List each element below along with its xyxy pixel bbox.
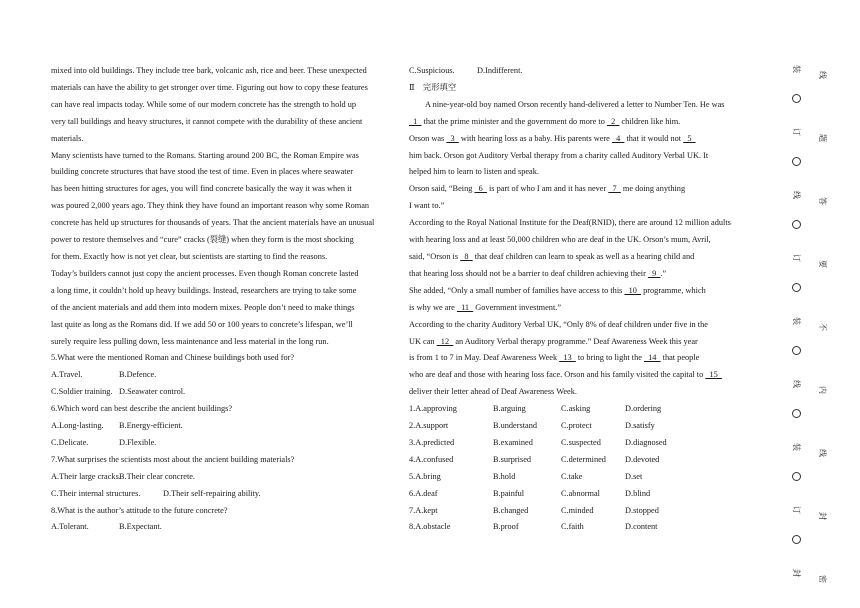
choice-row <box>409 469 753 486</box>
cloze-line <box>409 232 753 249</box>
cloze-text: is part of who I am and it has never <box>486 184 609 194</box>
cloze-line <box>409 283 753 300</box>
cloze-blank: 13 <box>559 353 576 363</box>
choice-option: D.content <box>625 522 658 532</box>
left-column <box>51 63 393 536</box>
cloze-blank: 2 <box>606 116 620 126</box>
cloze-line <box>409 317 753 334</box>
choice-option: B.proof <box>493 522 519 532</box>
cloze-line <box>409 148 753 165</box>
passage-line: last quite as long as the Romans did. If we add 50 or 100 years to concrete’s lifespan, we’ll <box>51 319 353 329</box>
question-stem: 5.What were the mentioned Roman and Chinese buildings both used for? <box>51 353 295 363</box>
cloze-blank: 6 <box>474 184 487 194</box>
choice-option: C.determined <box>561 454 606 464</box>
choice-option: D.devoted <box>625 454 660 464</box>
cloze-text: According to the Royal National Institute for the Deaf(RNID), there are around 12 million adults <box>409 218 731 228</box>
passage-line: mixed into old buildings. They include tree bark, volcanic ash, rice and beer. These unexpected <box>51 66 367 75</box>
choice-option: B.surprised <box>493 454 532 464</box>
cloze-line <box>409 384 753 401</box>
passage-line: surely require less pulling down, less maintenance and less material in the long run. <box>51 336 329 346</box>
option-row <box>51 367 393 384</box>
cloze-text: me doing anything <box>620 184 686 194</box>
margin-char: 装 <box>792 317 801 325</box>
binding-margin <box>776 0 860 608</box>
cloze-line <box>409 181 753 198</box>
option-row <box>51 519 393 536</box>
cloze-text: who are deaf and those with hearing loss face. Orson and his family visited the capital to <box>409 370 706 380</box>
cloze-text: that it would not <box>624 133 684 143</box>
margin-char-outer: 答 <box>818 197 827 205</box>
cloze-text: is from 1 to 7 in May. Deaf Awareness Week <box>409 353 560 363</box>
binding-hole-icon <box>792 409 801 418</box>
choice-option: 5.A.bring <box>409 471 441 481</box>
binding-hole-icon <box>792 94 801 103</box>
cloze-blank: 14 <box>644 353 661 363</box>
choice-option: 7.A.kept <box>409 505 438 515</box>
cloze-text: is why we are <box>409 302 457 312</box>
passage-line: concrete has held up structures for thousands of years. That the ancient materials have an unusual <box>51 218 375 228</box>
cloze-text: an Auditory Verbal therapy programme.” Deaf Awareness Week this year <box>453 336 698 346</box>
binding-hole-icon <box>792 157 801 166</box>
cloze-text: children like him. <box>619 116 681 126</box>
cloze-blank: 7 <box>608 184 621 194</box>
passage-line: has been hitting structures for ages, you will find concrete basically the way it was when it <box>51 184 352 194</box>
choice-row <box>409 418 753 435</box>
choice-option: B.changed <box>493 505 529 515</box>
choice-option: C.suspected <box>561 437 601 447</box>
choice-option: C.abnormal <box>561 488 600 498</box>
choice-option: C.minded <box>561 505 594 515</box>
answer-option: C.Delicate. <box>51 437 89 447</box>
choice-row <box>409 486 753 503</box>
q8-options-continued <box>409 63 753 80</box>
cloze-line <box>409 131 753 148</box>
answer-option: D.Flexible. <box>119 437 157 447</box>
passage-line: building concrete structures that have stood the test of time. Even in places where seawater <box>51 167 354 177</box>
answer-option: C.Their internal structures. <box>51 488 141 498</box>
choice-row <box>409 503 753 520</box>
answer-option: C.Soldier training. <box>51 387 113 397</box>
binding-hole-icon <box>792 346 801 355</box>
option-d: D.Indifferent. <box>477 66 523 75</box>
cloze-text: I want to.” <box>409 201 445 211</box>
choice-option: B.painful <box>493 488 525 498</box>
answer-option: B.Energy-efficient. <box>119 421 183 431</box>
binding-hole-icon <box>792 283 801 292</box>
margin-char-outer: 密 <box>818 575 827 583</box>
cloze-text: that hearing loss should not be a barrier to deaf children achieving their <box>409 268 648 278</box>
cloze-text: that deaf children can learn to speak as well as a hearing child and <box>472 251 695 261</box>
cloze-blank: 5 <box>683 133 696 143</box>
passage-line: Today’s builders cannot just copy the ancient processes. Even though Roman concrete lasted <box>51 268 359 278</box>
option-row <box>51 469 393 486</box>
passage-line: power to restore themselves and “cure” cracks (裂缝) when they form is the most shocking <box>51 235 354 245</box>
margin-char: 订 <box>792 128 801 136</box>
answer-option: A.Tolerant. <box>51 522 89 532</box>
cloze-choices <box>409 401 753 536</box>
choice-option: D.blind <box>625 488 651 498</box>
option-c: C.Suspicious. <box>409 66 455 75</box>
choice-option: B.understand <box>493 421 538 431</box>
option-row <box>51 384 393 401</box>
cloze-blank: 10 <box>624 285 642 295</box>
cloze-line <box>409 300 753 317</box>
margin-char: 装 <box>792 443 801 451</box>
right-column <box>409 63 753 536</box>
margin-char-outer: 封 <box>818 512 827 520</box>
choice-option: 4.A.confused <box>409 454 454 464</box>
choice-option: B.examined <box>493 437 533 447</box>
passage-line: very tall buildings and heavy structures, it cannot compete with the durability of these ancient <box>51 116 363 126</box>
choice-option: D.satisfy <box>625 421 655 431</box>
binding-hole-icon <box>792 220 801 229</box>
passage-line: Many scientists have turned to the Romans. Starting around 200 BC, the Roman Empire was <box>51 150 359 160</box>
cloze-line <box>409 114 753 131</box>
passage-line: a long time, it couldn’t hold up heavy buildings. Instead, researchers are trying to take some <box>51 285 357 295</box>
cloze-line <box>409 249 753 266</box>
cloze-blank: 4 <box>611 133 625 143</box>
margin-char: 装 <box>792 65 801 73</box>
cloze-blank: 15 <box>705 370 722 380</box>
cloze-passage <box>409 97 753 401</box>
passage-line: can have real impacts today. While some of our modern concrete has the strength to hold up <box>51 99 357 109</box>
choice-option: 3.A.predicted <box>409 437 455 447</box>
cloze-text: that the prime minister and the government do more to <box>421 116 607 126</box>
option-row <box>51 486 393 503</box>
margin-char: 封 <box>792 569 801 577</box>
choice-option: B.arguing <box>493 404 526 414</box>
choice-row <box>409 435 753 452</box>
cloze-blank: 3 <box>446 133 459 143</box>
question-stem: 6.Which word can best describe the ancient buildings? <box>51 404 233 414</box>
cloze-text: him back. Orson got Auditory Verbal therapy from a charity called Auditory Verbal UK. It <box>409 150 709 160</box>
choice-option: C.asking <box>561 404 591 414</box>
cloze-blank: 9 <box>647 268 661 278</box>
margin-char-outer: 线 <box>818 71 827 79</box>
cloze-text: programme, which <box>641 285 706 295</box>
passage-line: was poured 2,000 years ago. They think they have found an important reason why some Roman <box>51 201 370 211</box>
cloze-line <box>409 266 753 283</box>
cloze-blank: 1 <box>409 116 422 126</box>
cloze-line <box>409 350 753 367</box>
cloze-text: According to the charity Auditory Verbal UK, “Only 8% of deaf children under five in the <box>409 319 708 329</box>
choice-option: C.protect <box>561 421 592 431</box>
choice-row <box>409 519 753 536</box>
question-stem: 7.What surprises the scientists most about the ancient building materials? <box>51 454 295 464</box>
reading-questions <box>51 350 393 536</box>
margin-char: 订 <box>792 254 801 262</box>
cloze-text: with hearing loss as a baby. His parents were <box>458 133 612 143</box>
answer-option: A.Their large cracks. <box>51 471 121 481</box>
cloze-line <box>409 367 753 384</box>
answer-option: A.Long-lasting. <box>51 421 104 431</box>
choice-option: 2.A.support <box>409 421 449 431</box>
margin-char: 线 <box>792 380 801 388</box>
cloze-blank: 12 <box>436 336 454 346</box>
answer-option: D.Their self-repairing ability. <box>163 488 261 498</box>
choice-option: B.hold <box>493 471 516 481</box>
choice-option: D.ordering <box>625 404 662 414</box>
reading-passage <box>51 63 393 350</box>
cloze-text: helped him to learn to listen and speak. <box>409 167 539 177</box>
choice-option: C.take <box>561 471 583 481</box>
cloze-text: to bring to light the <box>575 353 644 363</box>
answer-option: D.Seawater control. <box>119 387 186 397</box>
choice-option: 1.A.approving <box>409 404 457 414</box>
choice-option: D.diagnosed <box>625 437 667 447</box>
cloze-text: UK can <box>409 336 437 346</box>
option-row <box>51 418 393 435</box>
cloze-text: Orson said, “Being <box>409 184 475 194</box>
choice-option: 8.A.obstacle <box>409 522 451 532</box>
choice-option: D.set <box>625 471 643 481</box>
passage-line: for them. Exactly how is not yet clear, but scientists are starting to find the reasons. <box>51 251 328 261</box>
answer-option: B.Their clear concrete. <box>119 471 196 481</box>
section-title: Ⅱ 完形填空 <box>409 82 457 92</box>
margin-char-outer: 线 <box>818 449 827 457</box>
cloze-line <box>409 97 753 114</box>
cloze-text: A nine-year-old boy named Orson recently hand-delivered a letter to Number Ten. He was <box>425 99 725 109</box>
passage-line: materials can have the ability to get stronger over time. Figuring out how to copy these features <box>51 82 368 92</box>
answer-option: B.Defence. <box>119 370 157 380</box>
question-stem: 8.What is the author’s attitude to the future concrete? <box>51 505 228 515</box>
margin-char-outer: 要 <box>818 260 827 268</box>
passage-line: of the ancient materials and add them into modern mixes. People don’t need to make things <box>51 302 355 312</box>
margin-char-outer: 题 <box>818 134 827 142</box>
margin-char-outer: 不 <box>818 323 827 331</box>
choice-row <box>409 401 753 418</box>
margin-char: 线 <box>792 191 801 199</box>
cloze-line <box>409 164 753 181</box>
cloze-text: deliver their letter ahead of Deaf Awareness Week. <box>409 387 577 397</box>
answer-option: A.Travel. <box>51 370 83 380</box>
cloze-text: said, “Orson is <box>409 251 461 261</box>
cloze-line <box>409 215 753 232</box>
passage-line: materials. <box>51 133 84 143</box>
choice-option: D.stopped <box>625 505 659 515</box>
cloze-blank: 8 <box>460 251 473 261</box>
binding-hole-icon <box>792 535 801 544</box>
cloze-text: She added, “Only a small number of families have access to this <box>409 285 625 295</box>
answer-option: B.Expectant. <box>119 522 162 532</box>
cloze-text: Government investment.” <box>473 302 562 312</box>
cloze-text: with hearing loss and at least 50,000 children who are deaf in the UK. Orson’s mum, Avril, <box>409 235 711 245</box>
cloze-text: that people <box>660 353 700 363</box>
cloze-text: .” <box>660 268 667 278</box>
choice-option: C.faith <box>561 522 584 532</box>
margin-char-outer: 内 <box>818 386 827 394</box>
choice-row <box>409 452 753 469</box>
option-row <box>51 435 393 452</box>
choice-option: 6.A.deaf <box>409 488 438 498</box>
margin-char: 订 <box>792 506 801 514</box>
binding-hole-icon <box>792 472 801 481</box>
cloze-text: Orson was <box>409 133 447 143</box>
cloze-line <box>409 198 753 215</box>
cloze-line <box>409 334 753 351</box>
cloze-blank: 11 <box>456 302 474 312</box>
